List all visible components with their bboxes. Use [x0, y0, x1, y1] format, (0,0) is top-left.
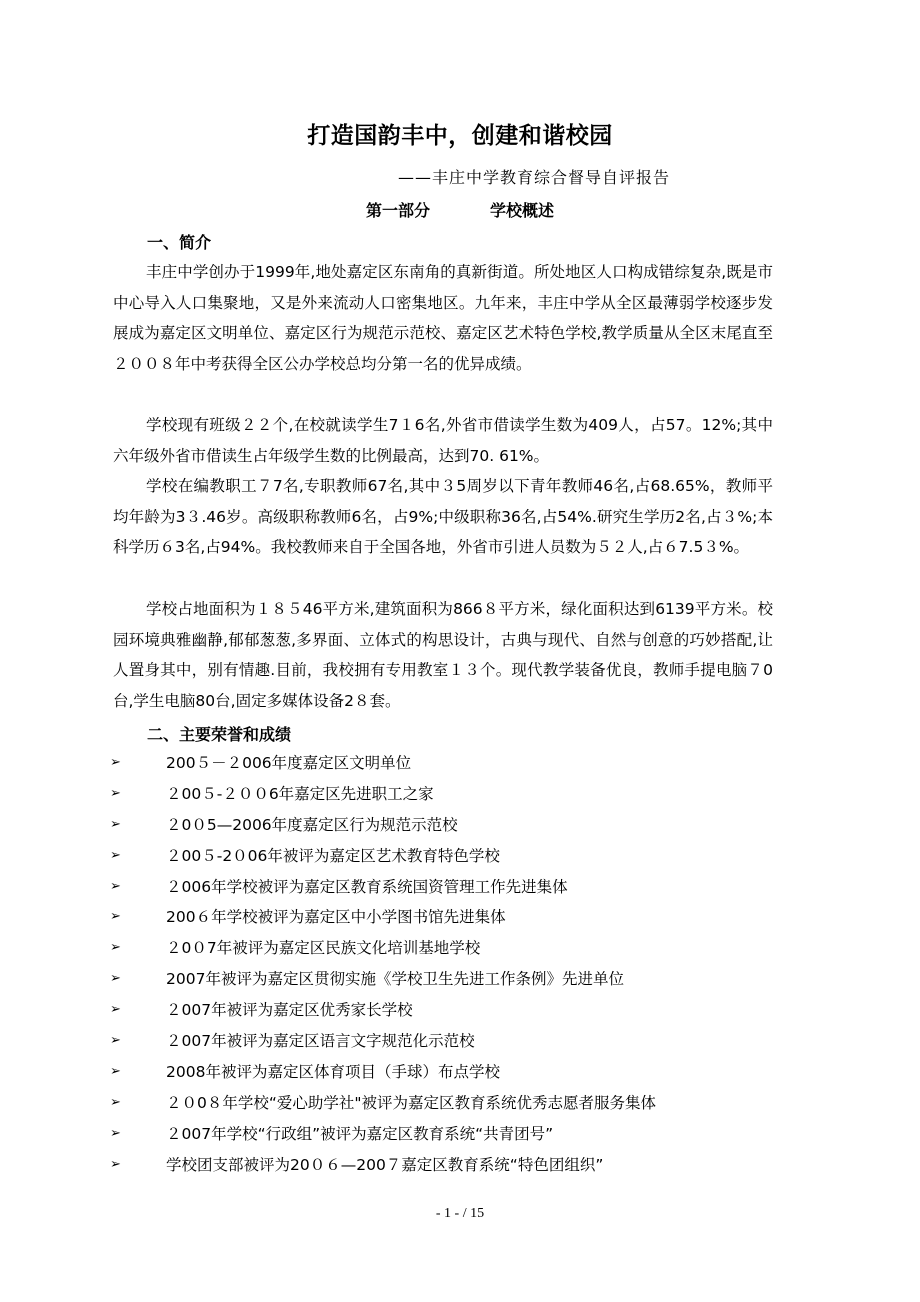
list-item: ➢ 2007年被评为嘉定区贯彻实施《学校卫生先进工作条例》先进单位	[110, 964, 790, 995]
list-item: ➢ 2008年被评为嘉定区体育项目（手球）布点学校	[110, 1057, 790, 1088]
arrow-bullet-icon: ➢	[110, 755, 121, 770]
list-item: ➢ 学校团支部被评为20０６—200７嘉定区教育系统“特色团组织”	[110, 1150, 790, 1181]
honors-list	[110, 748, 790, 1180]
section-heading-intro: 一、简介	[147, 233, 212, 252]
list-item: ➢ ２00５-２００6年嘉定区先进职工之家	[110, 779, 790, 810]
part-label: 第一部分	[365, 201, 430, 220]
list-item: ➢ ２0０5—2006年度嘉定区行为规范示范校	[110, 810, 790, 841]
document-subtitle: ——丰庄中学教育综合督导自评报告	[398, 168, 671, 187]
arrow-bullet-icon: ➢	[110, 847, 121, 863]
arrow-bullet-icon: ➢	[110, 1063, 121, 1079]
arrow-bullet-icon: ➢	[110, 940, 121, 956]
intro-paragraph: 学校在编教职工７7名,专职教师67名,其中３5周岁以下青年教师46名,占68.65%，教师平均年龄为3３.46岁。高级职称教师6名，占9%;中级职称36名,占54%.研究生学历2名,占３%;本科学历６3名,占94%。我校教师来自于全国各地，外省市引进人员数为５２人,占６7.5３%。	[113, 477, 773, 557]
page-number: - 1 - / 15	[435, 1206, 485, 1221]
arrow-bullet-icon: ➢	[110, 1156, 121, 1172]
list-item: ➢ ２006年学校被评为嘉定区教育系统国资管理工作先进集体	[110, 872, 790, 903]
section-heading-honors: 二、主要荣誉和成绩	[147, 725, 292, 744]
intro-paragraph: 学校现有班级２２个,在校就读学生7１6名,外省市借读学生数为409人，占57。12%;其中六年级外省市借读生占年级学生数的比例最高，达到70. 61%。	[113, 416, 773, 465]
intro-paragraph: 丰庄中学创办于1999年,地处嘉定区东南角的真新街道。所处地区人口构成错综复杂,既是市中心导入人口集聚地，又是外来流动人口密集地区。九年来，丰庄中学从全区最薄弱学校逐步发展成为嘉定区文明单位、嘉定区行为规范示范校、嘉定区艺术特色学校,教学质量从全区末尾直至２００８年中考获得全区公办学校总均分第一名的优异成绩。	[113, 263, 773, 373]
arrow-bullet-icon: ➢	[110, 909, 121, 925]
part-name: 学校概述	[490, 201, 555, 220]
arrow-bullet-icon: ➢	[110, 785, 121, 801]
list-item: ➢ ２00５-2０06年被评为嘉定区艺术教育特色学校	[110, 841, 790, 872]
arrow-bullet-icon: ➢	[110, 878, 121, 894]
list-item: ➢ ２０0８年学校“爱心助学社"被评为嘉定区教育系统优秀志愿者服务集体	[110, 1088, 790, 1119]
part-heading	[0, 198, 920, 221]
arrow-bullet-icon: ➢	[110, 1002, 121, 1018]
arrow-bullet-icon: ➢	[110, 816, 121, 832]
arrow-bullet-icon: ➢	[110, 1125, 121, 1141]
document-title: 打造国韵丰中，创建和谐校园	[307, 123, 613, 149]
list-item: ➢ 200５－２006年度嘉定区文明单位	[110, 748, 790, 779]
intro-paragraph: 学校占地面积为１８５46平方米,建筑面积为866８平方米，绿化面积达到6139平方米。校园环境典雅幽静,郁郁葱葱,多界面、立体式的构思设计，古典与现代、自然与创意的巧妙搭配,让人置身其中，别有情趣.目前，我校拥有专用教室１３个。现代教学装备优良，教师手提电脑７0台,学生电脑80台,固定多媒体设备2８套。	[113, 600, 773, 710]
arrow-bullet-icon: ➢	[110, 971, 121, 987]
arrow-bullet-icon: ➢	[110, 1033, 121, 1049]
list-item: ➢ ２007年学校“行政组”被评为嘉定区教育系统“共青团号”	[110, 1119, 790, 1150]
list-item: ➢ ２007年被评为嘉定区语言文字规范化示范校	[110, 1026, 790, 1057]
list-item: ➢ ２0０7年被评为嘉定区民族文化培训基地学校	[110, 933, 790, 964]
list-item: ➢ 200６年学校被评为嘉定区中小学图书馆先进集体	[110, 902, 790, 933]
arrow-bullet-icon: ➢	[110, 1094, 121, 1110]
list-item: ➢ ２007年被评为嘉定区优秀家长学校	[110, 995, 790, 1026]
